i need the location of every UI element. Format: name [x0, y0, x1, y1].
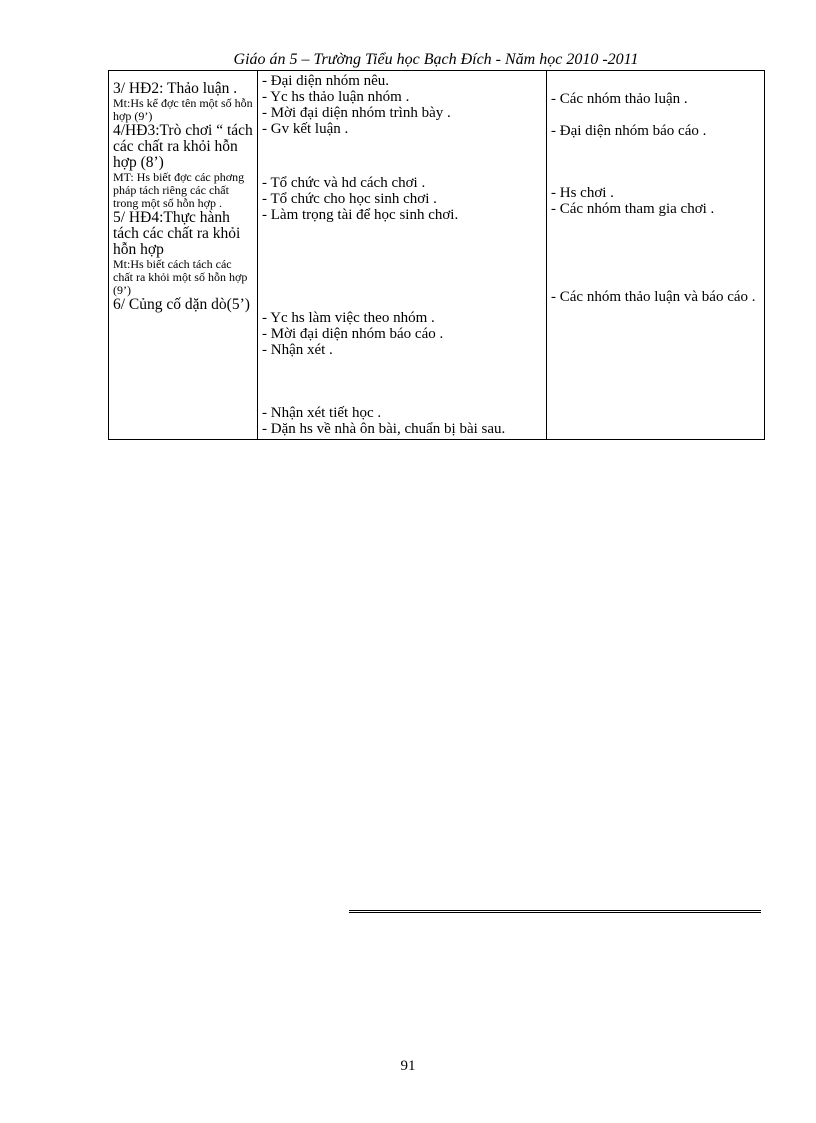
activity-2-objective: Mt:Hs kể đợc tên một số hỗn hợp (9’) [113, 96, 253, 123]
teacher-step: - Tổ chức cho học sinh chơi . [262, 191, 437, 207]
student-step: - Các nhóm tham gia chơi . [551, 201, 715, 217]
lesson-plan-table [108, 70, 765, 440]
teacher-step: - Nhận xét . [262, 342, 333, 358]
teacher-column-cell [258, 71, 547, 440]
section-divider [349, 910, 761, 913]
teacher-step: - Nhận xét tiết học . [262, 405, 382, 421]
teacher-step: - Yc hs thảo luận nhóm . [262, 89, 410, 105]
activity-3-title: 4/HĐ3:Trò chơi “ tách các chất ra khỏi hỗn hợp (8’) [113, 122, 253, 171]
activity-2-title: 3/ HĐ2: Thảo luận . [113, 80, 238, 97]
teacher-step: - Tổ chức và hd cách chơi . [262, 175, 426, 191]
teacher-step: - Mời đại diện nhóm báo cáo . [262, 326, 444, 342]
student-step: - Đại diện nhóm báo cáo . [551, 123, 707, 139]
table-row [109, 71, 765, 440]
page-header: Giáo án 5 – Trường Tiểu học Bạch Đích - Năm học 2010 -2011 [233, 51, 639, 68]
activity-4-objective: Mt:Hs biết cách tách các chất ra khỏi một số hỗn hợp (9’) [113, 257, 248, 297]
teacher-step: - Yc hs làm việc theo nhóm . [262, 310, 435, 326]
teacher-step: - Dặn hs về nhà ôn bài, chuẩn bị bài sau. [262, 421, 506, 437]
student-step: - Các nhóm thảo luận và báo cáo . [551, 289, 756, 305]
student-step: - Hs chơi . [551, 185, 614, 201]
activity-4-title: 5/ HĐ4:Thực hành tách các chất ra khỏi hỗn hợp [113, 209, 241, 258]
page-number: 91 [400, 1058, 416, 1074]
activity-3-objective: MT: Hs biết đợc các phơng pháp tách riêng các chất trong một số hỗn hợp . [113, 170, 245, 210]
student-column-cell [547, 71, 765, 440]
activity-5-title: 6/ Củng cố dặn dò(5’) [113, 296, 250, 313]
teacher-step: - Mời đại diện nhóm trình bày . [262, 105, 451, 121]
activity-column-cell [109, 71, 258, 440]
teacher-step: - Đại diện nhóm nêu. [262, 73, 390, 89]
teacher-step: - Gv kết luận . [262, 121, 349, 137]
teacher-step: - Làm trọng tài để học sinh chơi. [262, 207, 459, 223]
student-step: - Các nhóm thảo luận . [551, 91, 688, 107]
